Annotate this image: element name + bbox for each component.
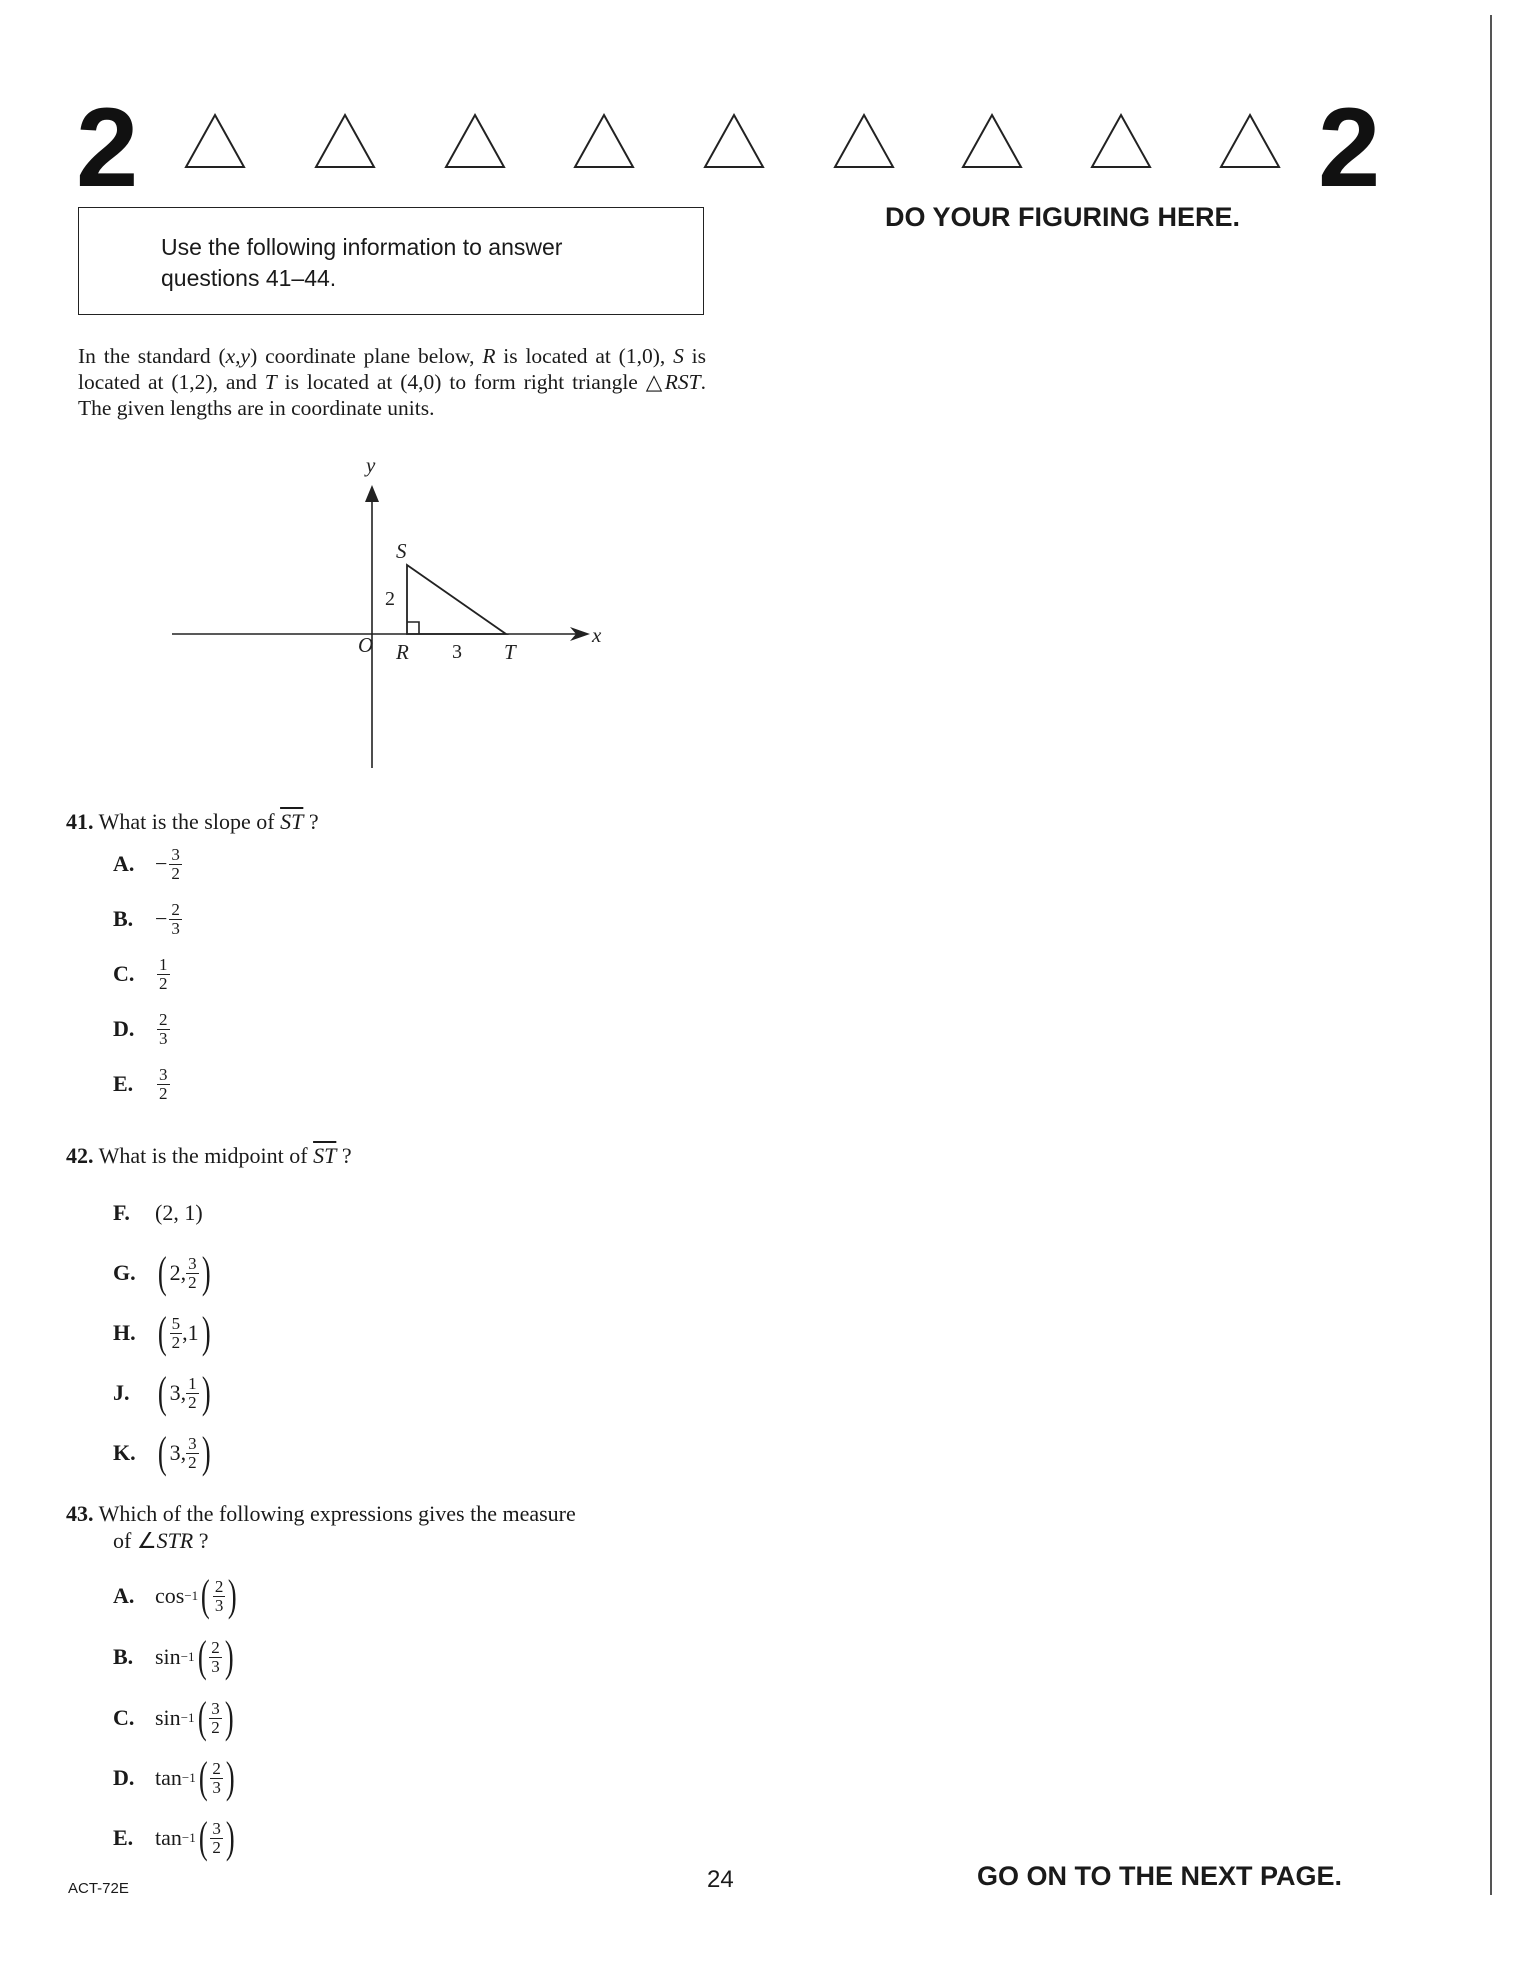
info-box [78, 207, 704, 315]
option-D[interactable]: D. $\frac{2}{3}$ [113, 1009, 168, 1048]
header-triangle-icon [960, 112, 1024, 170]
page-edge [1490, 15, 1492, 1895]
x-axis-label: x [592, 623, 602, 647]
header-triangle-icon [832, 112, 896, 170]
info-box-line2: questions 41–44. [161, 265, 337, 291]
side-RT-length: 3 [452, 641, 462, 663]
header-triangle-icon [702, 112, 766, 170]
header-triangle-icon [443, 112, 507, 170]
page-number: 24 [707, 1866, 734, 1893]
point-S-label: S [396, 539, 407, 563]
form-code: ACT-72E [68, 1880, 129, 1897]
option-K[interactable]: K. ( 3, $\frac{3}{2}$ ) [113, 1428, 211, 1477]
option-A[interactable]: A. − $\frac{3}{2}$ [113, 844, 180, 883]
option-C[interactable]: C. sin −1 ( $\frac{3}{2}$ ) [113, 1693, 234, 1742]
header-triangle-icon [1218, 112, 1282, 170]
header-triangle-icon [1089, 112, 1153, 170]
header-triangle-icon [313, 112, 377, 170]
option-H[interactable]: H. ( $\frac{5}{2}$ ,1 ) [113, 1308, 211, 1357]
option-C[interactable]: C. $\frac{1}{2}$ [113, 954, 168, 993]
figuring-heading: DO YOUR FIGURING HERE. [885, 202, 1241, 232]
option-B[interactable]: B. − $\frac{2}{3}$ [113, 899, 180, 938]
point-R-label: R [396, 640, 409, 664]
origin-label: O [358, 633, 374, 657]
coordinate-graph [160, 450, 620, 780]
header-triangle-icon [183, 112, 247, 170]
question-43: 43. Which of the following expressions gives the measure of ∠STR ? [66, 1501, 576, 1553]
section-number-right: 2 [1318, 85, 1381, 210]
option-A[interactable]: A. cos −1 ( $\frac{2}{3}$ ) [113, 1571, 238, 1620]
option-E[interactable]: E. $\frac{3}{2}$ [113, 1064, 168, 1103]
go-on-text: GO ON TO THE NEXT PAGE. [977, 1861, 1343, 1891]
option-B[interactable]: B. sin −1 ( $\frac{2}{3}$ ) [113, 1632, 234, 1681]
option-G[interactable]: G. ( 2, $\frac{3}{2}$ ) [113, 1248, 211, 1297]
option-F[interactable]: F. (2, 1) [113, 1200, 203, 1225]
side-RS-length: 2 [385, 588, 395, 610]
y-axis-arrow [365, 485, 379, 502]
y-axis-label: y [366, 453, 376, 477]
header-triangle-icon [572, 112, 636, 170]
section-number-left: 2 [76, 85, 139, 210]
option-E[interactable]: E. tan −1 ( $\frac{3}{2}$ ) [113, 1813, 235, 1862]
question-42: 42. What is the midpoint of $\overline{ST}$ ? [66, 1143, 352, 1168]
intro-paragraph: In the standard (x,y) coordinate plane below, R is located at (1,0), S is located at (1,2), and T is located at (4,0) to form right triangle △RST. The given lengths are in coordinate units. [78, 344, 707, 420]
question-41: 41. What is the slope of $\overline{ST}$ ? [66, 809, 319, 834]
option-D[interactable]: D. tan −1 ( $\frac{2}{3}$ ) [113, 1753, 235, 1802]
triangle-RST [407, 565, 506, 634]
option-J[interactable]: J. ( 3, $\frac{1}{2}$ ) [113, 1368, 211, 1417]
right-angle-mark [407, 622, 419, 634]
info-box-line1: Use the following information to answer [161, 234, 563, 260]
point-T-label: T [504, 640, 516, 664]
